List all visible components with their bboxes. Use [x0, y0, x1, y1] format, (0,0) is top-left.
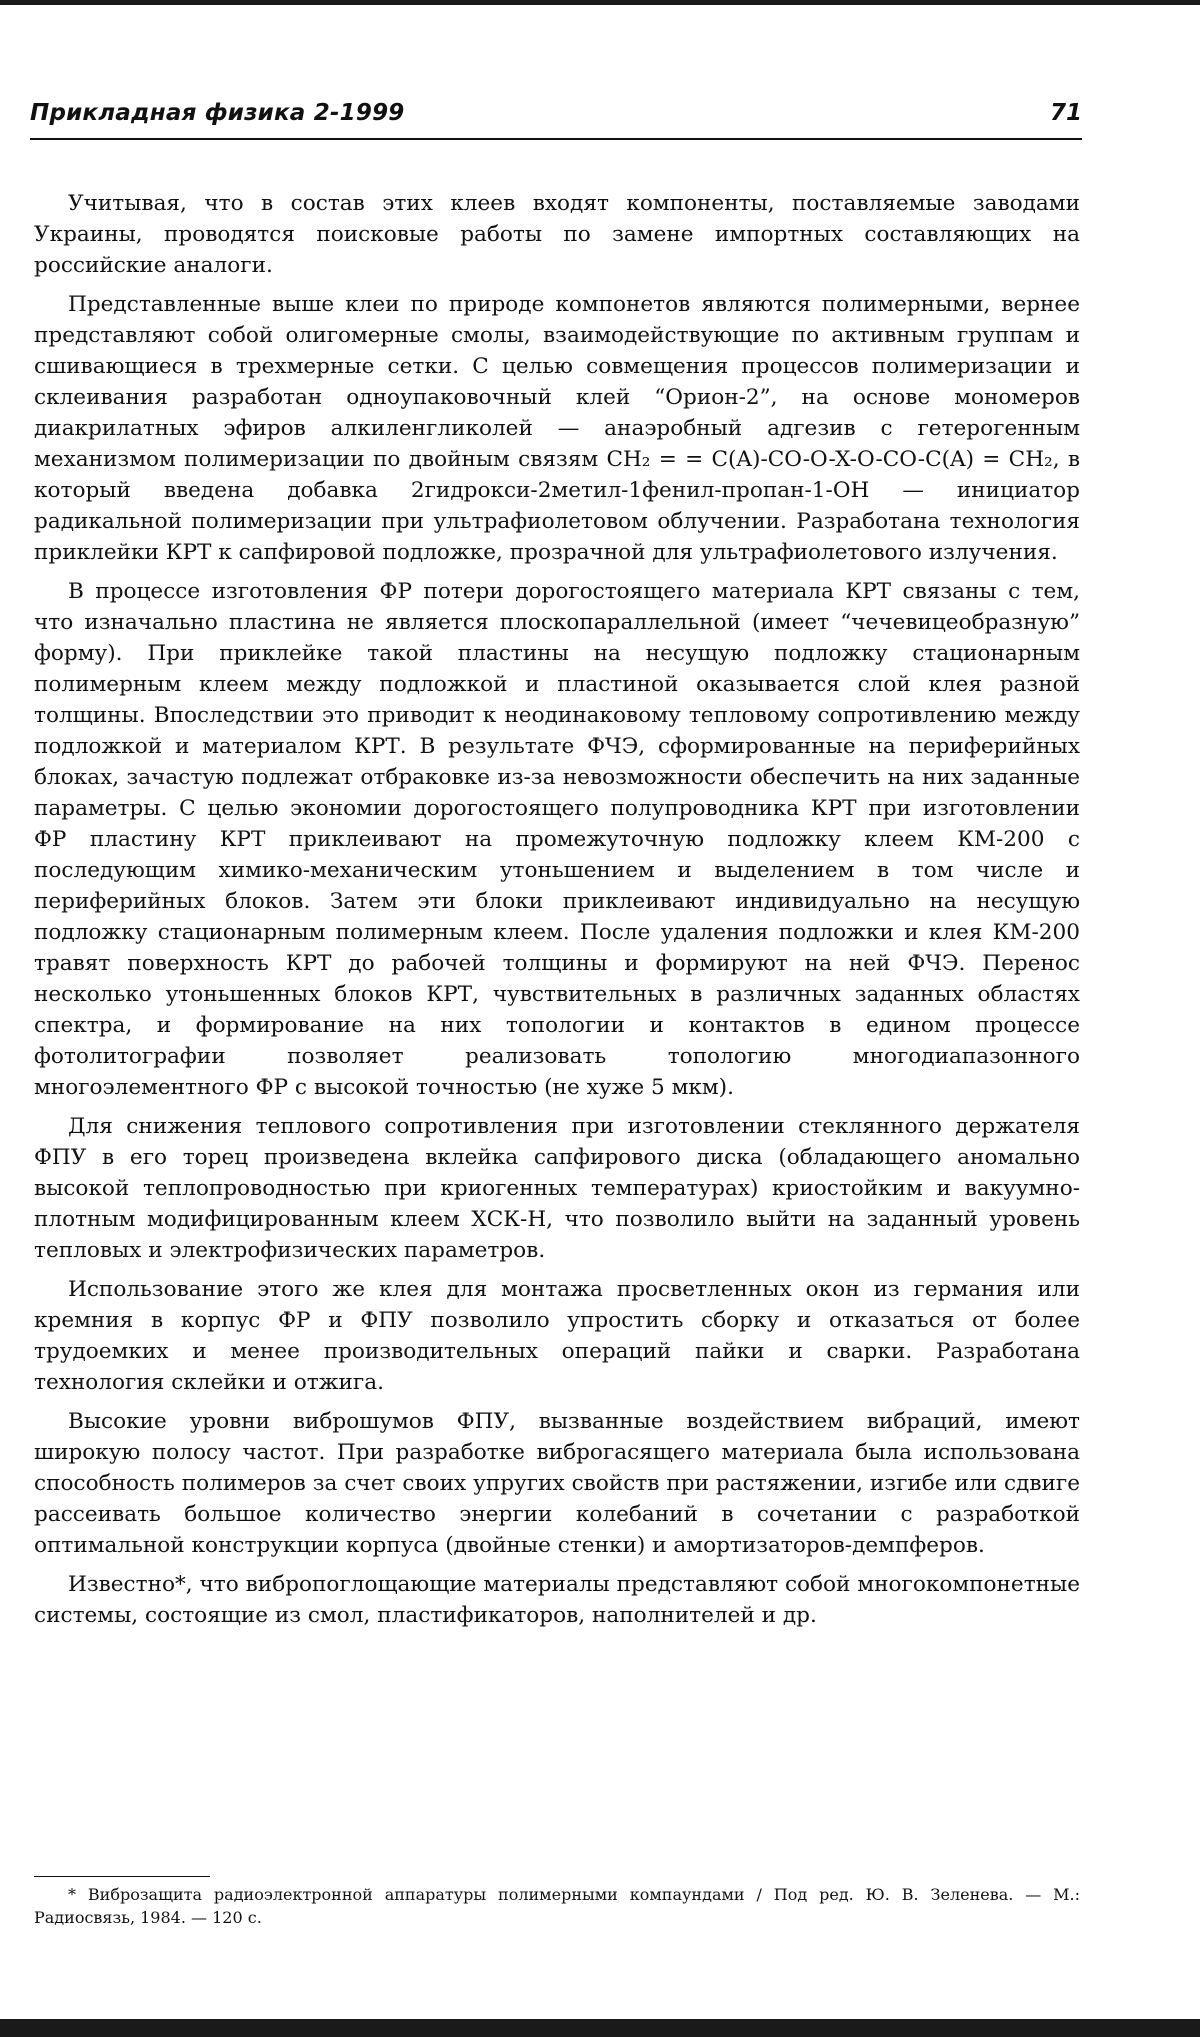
article-body — [34, 188, 1080, 1639]
header-rule — [30, 138, 1082, 140]
footnote: * Виброзащита радиоэлектронной аппаратуры полимерными компаундами / Под ред. Ю. В. Зеленева. — М.: Радиосвязь, 1984. — 120 с. — [34, 1885, 1080, 1927]
paragraph-6: Высокие уровни виброшумов ФПУ, вызванные воздействием вибраций, имеют широкую полосу частот. При разработке виброгасящего материала была использована способность полимеров за счет своих упругих свойств при растяжении, изгибе или сдвиге рассеивать большое количество энергии колебаний в сочетании с разработкой оптимальной конструкции корпуса (двойные стенки) и амортизаторов-демпферов. — [34, 1409, 1080, 1558]
scan-edge-bottom — [0, 2019, 1200, 2037]
footnote-rule — [34, 1876, 210, 1877]
paragraph-4: Для снижения теплового сопротивления при изготовлении стеклянного держателя ФПУ в его торец произведена вклейка сапфирового диска (обладающего аномально высокой теплопроводностью при криогенных температурах) криостойким и вакуумно-плотным модифицированным клеем ХСК-Н, что позволило выйти на заданный уровень тепловых и электрофизических параметров. — [34, 1114, 1080, 1263]
paragraph-3: В процессе изготовления ФР потери дорогостоящего материала КРТ связаны с тем, что изначально пластина не является плоскопараллельной (имеет “чечевицеобразную” форму). При приклейке такой пластины на несущую подложку стационарным полимерным клеем между подложкой и пластиной оказывается слой клея разной толщины. Впоследствии это приводит к неодинаковому тепловому сопротивлению между подложкой и материалом КРТ. В результате ФЧЭ, сформированные на периферийных блоках, зачастую подлежат отбраковке из-за невозможности обеспечить на них заданные параметры. С целью экономии дорогостоящего полупроводника КРТ при изготовлении ФР пластину КРТ приклеивают на промежуточную подложку клеем КМ-200 с последующим химико-механическим утоньшением и выделением в том числе и периферийных блоков. Затем эти блоки приклеивают индивидуально на несущую подложку стационарным полимерным клеем. После удаления подложки и клея КМ-200 травят поверхность КРТ до рабочей толщины и формируют на ней ФЧЭ. Перенос несколько утоньшенных блоков КРТ, чувствительных в различных заданных областях спектра, и формирование на них топологии и контактов в едином процессе фотолитографии позволяет реализовать топологию многодиапазонного многоэлементного ФР с высокой точностью (не хуже 5 мкм). — [34, 579, 1080, 1100]
paragraph-7: Известно*, что вибропоглощающие материалы представляют собой многокомпонетные системы, состоящие из смол, пластификаторов, наполнителей и др. — [34, 1572, 1080, 1628]
running-head — [30, 100, 1082, 136]
page-number: 71 — [1049, 100, 1082, 126]
paragraph-5: Использование этого же клея для монтажа просветленных окон из германия или кремния в корпус ФР и ФПУ позволило упростить сборку и отказаться от более трудоемких и менее производительных операций пайки и сварки. Разработана технология склейки и отжига. — [34, 1277, 1080, 1395]
paragraph-1: Учитывая, что в состав этих клеев входят компоненты, поставляемые заводами Украины, проводятся поисковые работы по замене импортных составляющих на российские аналоги. — [34, 191, 1080, 278]
paragraph-2: Представленные выше клеи по природе компонетов являются полимерными, вернее представляют собой олигомерные смолы, взаимодействующие по активным группам и сшивающиеся в трехмерные сетки. С целью совмещения процессов полимеризации и склеивания разработан одноупаковочный клей “Орион-2”, на основе мономеров диакрилатных эфиров алкиленгликолей — анаэробный адгезив с гетерогенным механизмом полимеризации по двойным связям CH₂ = = C(A)-CO-O-X-O-CO-C(A) = CH₂, в который введена добавка 2гидрокси-2метил-1фенил-пропан-1-OH — инициатор радикальной полимеризации при ультрафиолетовом облучении. Разработана технология приклейки КРТ к сапфировой подложке, прозрачной для ультрафиолетового излучения. — [34, 292, 1080, 565]
scan-edge-top — [0, 0, 1200, 5]
journal-title: Прикладная физика 2-1999 — [30, 100, 405, 126]
